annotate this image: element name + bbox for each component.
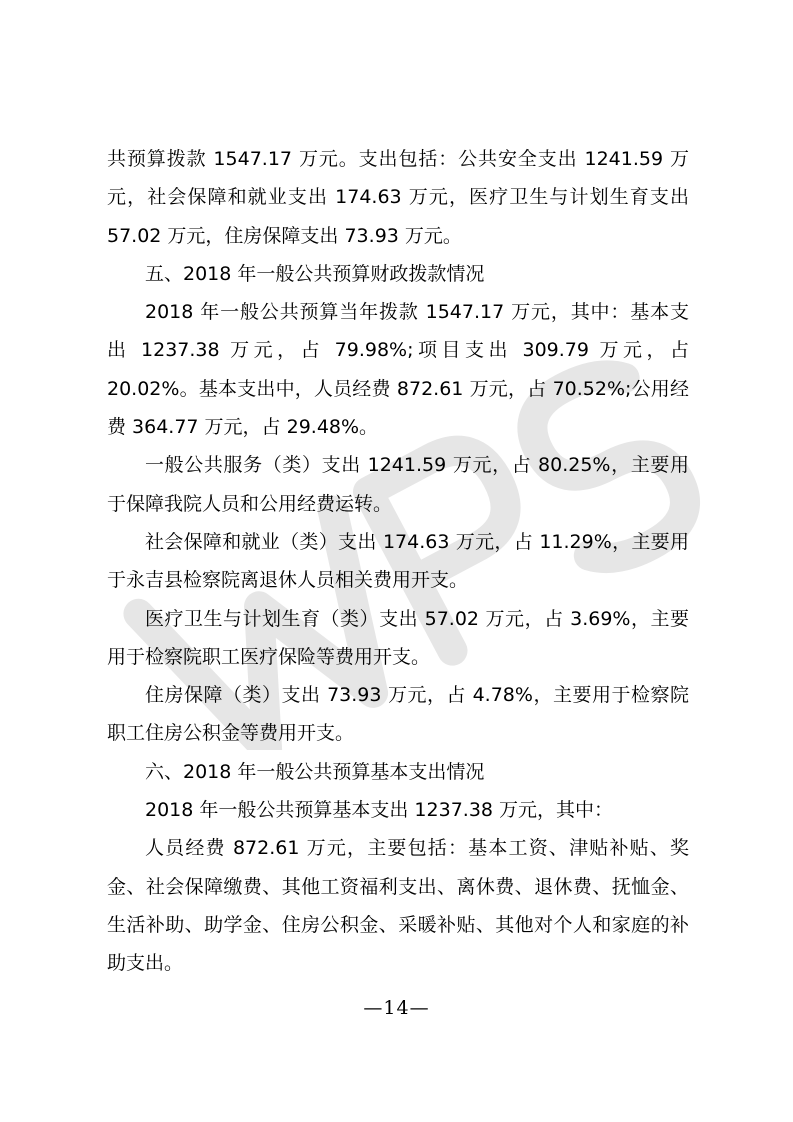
paragraph-personnel-expenses: 人员经费 872.61 万元，主要包括：基本工资、津贴补贴、奖金、社会保障缴费、其他工资福利支出、离休费、退休费、抚恤金、生活补助、助学金、住房公积金、采暖补贴、其他对个人和家庭的补助支出。 xyxy=(107,837,689,975)
paragraph-housing: 住房保障（类）支出 73.93 万元，占 4.78%，主要用于检察院职工住房公积金等费用开支。 xyxy=(107,684,689,745)
paragraph-appropriation-breakdown: 2018 年一般公共预算当年拨款 1547.17 万元，其中：基本支出 1237.38 万元，占 79.98%;项目支出 309.79 万元，占 20.02%。基本支出中，人员经费 872.61 万元，占 70.52%;公用经费 364.77 万元，占 29.48%。 xyxy=(107,301,689,439)
section-heading-six: 六、2018 年一般公共预算基本支出情况 xyxy=(145,760,485,783)
paragraph-medical-health: 医疗卫生与计划生育（类）支出 57.02 万元，占 3.69%，主要用于检察院职工医疗保险等费用开支。 xyxy=(107,607,689,668)
paragraph-budget-summary: 共预算拨款 1547.17 万元。支出包括：公共安全支出 1241.59 万元，社会保障和就业支出 174.63 万元，医疗卫生与计划生育支出 57.02 万元，住房保障支出 73.93 万元。 xyxy=(107,148,689,247)
page-number: —14— xyxy=(363,997,430,1019)
paragraph-social-security: 社会保障和就业（类）支出 174.63 万元，占 11.29%，主要用于永吉县检察院离退休人员相关费用开支。 xyxy=(107,530,689,592)
paragraph-basic-expenditure: 2018 年一般公共预算基本支出 1237.38 万元，其中： xyxy=(145,799,614,822)
section-heading-five: 五、2018 年一般公共预算财政拨款情况 xyxy=(145,262,485,285)
body-text xyxy=(107,140,689,983)
paragraph-public-services: 一般公共服务（类）支出 1241.59 万元，占 80.25%，主要用于保障我院人员和公用经费运转。 xyxy=(107,454,689,515)
